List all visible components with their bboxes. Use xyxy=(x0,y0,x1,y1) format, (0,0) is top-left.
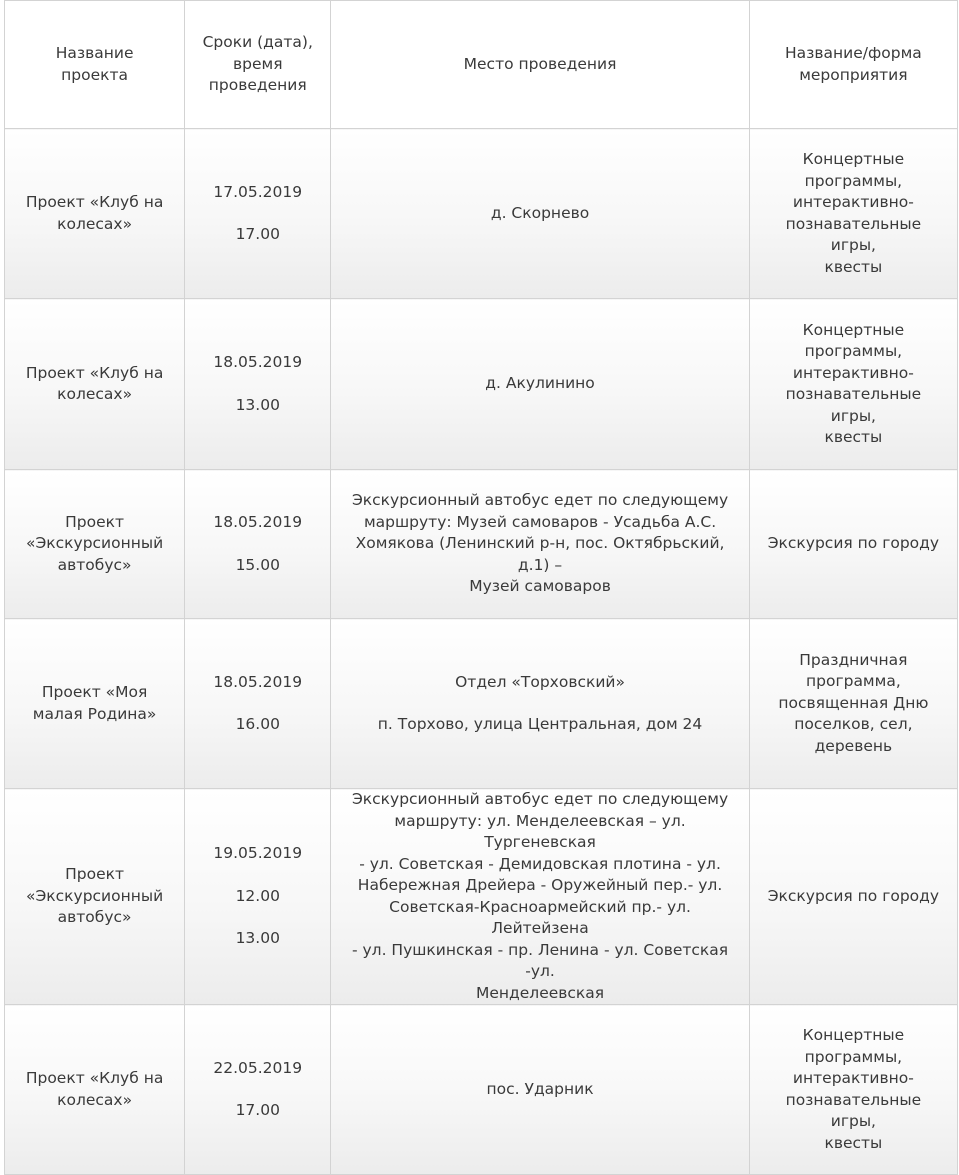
table-row xyxy=(5,470,958,619)
header-form: Название/форма мероприятия xyxy=(749,1,957,129)
table-row xyxy=(5,1005,958,1175)
project-cell: Проект «Моя малая Родина» xyxy=(5,619,185,789)
place-cell: д. Акулинино xyxy=(331,299,749,470)
table-header-row xyxy=(5,1,958,129)
form-cell: Экскурсия по городу xyxy=(749,789,957,1005)
table-row xyxy=(5,299,958,470)
form-cell: Концертные программы, интерактивно- познавательные игры, квесты xyxy=(749,299,957,470)
project-cell: Проект «Клуб на колесах» xyxy=(5,129,185,299)
project-cell: Проект «Экскурсионный автобус» xyxy=(5,789,185,1005)
header-date-time: Сроки (дата), время проведения xyxy=(185,1,331,129)
date-cell: 18.05.2019 15.00 xyxy=(185,470,331,619)
date-cell: 17.05.2019 17.00 xyxy=(185,129,331,299)
place-cell: д. Скорнево xyxy=(331,129,749,299)
project-cell: Проект «Клуб на колесах» xyxy=(5,299,185,470)
form-cell: Концертные программы, интерактивно- познавательные игры, квесты xyxy=(749,1005,957,1175)
place-cell: Экскурсионный автобус едет по следующему маршруту: ул. Менделеевская – ул. Тургеневская - ул. Советская - Демидовская плотина - ул. Набережная Дрейера - Оружейный пер.- ул. Советская-Красноармейский пр.- ул. Лейтейзена - ул. Пушкинская - пр. Ленина - ул. Советская -ул. Менделеевская xyxy=(331,789,749,1005)
form-cell: Праздничная программа, посвященная Дню поселков, сел, деревень xyxy=(749,619,957,789)
events-table xyxy=(4,0,958,1175)
date-cell: 18.05.2019 16.00 xyxy=(185,619,331,789)
date-cell: 22.05.2019 17.00 xyxy=(185,1005,331,1175)
header-place: Место проведения xyxy=(331,1,749,129)
table-row xyxy=(5,619,958,789)
table-row xyxy=(5,789,958,1005)
form-cell: Концертные программы, интерактивно- познавательные игры, квесты xyxy=(749,129,957,299)
project-cell: Проект «Экскурсионный автобус» xyxy=(5,470,185,619)
header-project: Название проекта xyxy=(5,1,185,129)
table-row xyxy=(5,129,958,299)
place-cell: Отдел «Торховский» п. Торхово, улица Центральная, дом 24 xyxy=(331,619,749,789)
project-cell: Проект «Клуб на колесах» xyxy=(5,1005,185,1175)
place-cell: Экскурсионный автобус едет по следующему маршруту: Музей самоваров - Усадьба А.С. Хомякова (Ленинский р-н, пос. Октябрьский, д.1) – Музей самоваров xyxy=(331,470,749,619)
form-cell: Экскурсия по городу xyxy=(749,470,957,619)
place-cell: пос. Ударник xyxy=(331,1005,749,1175)
date-cell: 18.05.2019 13.00 xyxy=(185,299,331,470)
date-cell: 19.05.2019 12.00 13.00 xyxy=(185,789,331,1005)
